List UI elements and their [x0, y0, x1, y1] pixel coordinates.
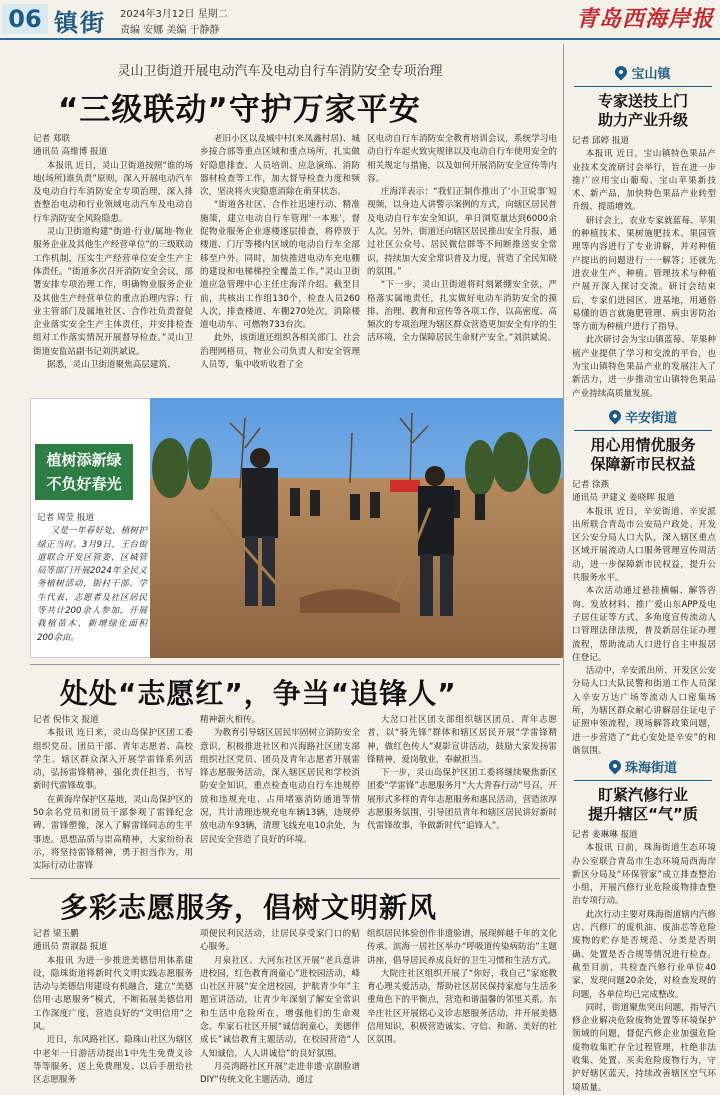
- section-tag-zhuhai: 珠海街道: [566, 754, 720, 778]
- story3-col2: 项便民利民活动，让居民享受家门口的贴心服务。 月泉社区、大河东社区开展“老兵意讲进校园，红色教育润童心”进校园活动，峰山社区开展“安全进校园，护航青少年”主题宣讲活动，让青少年深刻了解安全常识和生活中危险所在，增强他们的生命观念。牟家石社区开展“诚信润童心，美德伴成长”诚信教育主题活动，在校园营造“人人知诚信，人人讲诚信”的良好氛围。 月亮湾路社区开展“走进非遗·京剧脸谱DIY”传统文化主题活动，通过: [200, 929, 360, 1086]
- section-rule: [30, 664, 560, 665]
- tree-planting-photo: [150, 398, 563, 658]
- issue-date: 2024年3月12日 星期二: [120, 9, 228, 20]
- location-pin-icon: [606, 408, 623, 425]
- baoshan-headline: 专家送技上门 助力产业升级: [597, 92, 688, 129]
- story1-byline: 记者 郑联: [33, 134, 71, 144]
- section-tag-baoshan: 宝山镇: [566, 60, 720, 84]
- story1-col2: 老旧小区以及城中村(来凤鑫村居)、城乡接合部等重点区域和重点场所，扎实做好隐患排查、人员培训、应急演练、消防器材检查等工作，加大督导检查力度和频次，坚决将火灾隐患消除在萌芽状态。 “街道各社区、合作社迅速行动、精准施策，建立电动自行车管理‘一本账’，督促物业服务企业逐楼逐层排查，将停放于楼道、门厅等楼内区域的电动自行车全部移至户外。同时，加快推进电动车充电棚的建设和电梯梯控全覆盖工作。”灵山卫街道应急管理中心主任庄海洋介绍。截至目前，共核出工作组130个，检查人员260人次，排查楼道、车棚270处次，消除楼道电动车、可燃物733台次。 此外，该街道还组织各相关部门、社会治理网格员、物业公司负责人和安全管理人员等，集中收听收看了全: [200, 134, 360, 371]
- location-pin-icon: [606, 758, 623, 775]
- page-number: 06: [2, 4, 48, 34]
- story2-col3: 大岔口社区团支部组织辖区团员、青年志愿者，以“骑先锋”群体和辖区居民开展“学雷锋精神，做红色传人”观影宣讲活动，鼓励大家发扬雷锋精神，爱岗敬业，奉献担当。 下一步，灵山岛保护区团工委将继续聚焦新区团委“学雷锋”志愿服务月“大大青春行动”号召，开展形式多样的青年志愿服务和惠民活动，营造浓厚志愿服务氛围，引导团员青年和辖区居民讲好新时代雷锋故事，争做新时代“追锋人”。: [367, 715, 557, 832]
- xinan-body: 记者 徐燕 通讯员 尹建义 姜晓晖 报道 本报讯 近日，辛安街道、辛安派出所联合青岛市公安局户政处、开发区公安分局人口大队，深入辖区重点区域开展流动人口服务管理宣传周活动，进一步保障新市民权益，提升公共服务水平。 本次活动通过悬挂横幅、解答咨询、发放材料、推广爱山东APP及电子居住证等方式，多角度宣传流动人口管理法律法规，普及新居住证办理流程，帮助流动人口进行自主申报居住登记。 活动中，辛安派出所、开发区公安分局人口大队民警和街道工作人员深入辛安万达广场等流动人口密集场所，为辖区群众耐心讲解居住证电子证照申领流程，现场解答政策问题，进一步营造了“此心安处是辛安”的和谐氛围。: [572, 480, 716, 756]
- column-divider: [563, 44, 564, 1095]
- story2-col1: 记者 倪伟文 报道 本报讯 连日来，灵山岛保护区团工委组织党员、团员干部、青年志愿者、高校学生、辖区群众深入开展学雷锋系列活动，弘扬雷锋精神，强化责任担当，书写新时代雷锋故事。 在黄海岸保护区基地，灵山岛保护区的50余名党员和团员干部参观了雷锋纪念碑、雷锋塑像，深入了解雷锋同志的生平事迹。思想品质与崇高精神，大家纷纷表示，将坚持雷锋精神，勇于担当作为，用实际行动让雷锋: [33, 715, 193, 872]
- section-tag-xinan: 辛安街道: [566, 404, 720, 428]
- zhuhai-headline: 盯紧汽修行业 提升辖区“气”质: [588, 786, 698, 823]
- story3-headline: 多彩志愿服务，倡树文明新风: [60, 891, 438, 924]
- editors-line: 责编 安娜 美编 于静静: [120, 25, 220, 36]
- xinan-headline: 用心用情优服务 保障新市民权益: [590, 436, 696, 473]
- photo-banner: 植树添新绿 不负好春光: [35, 444, 133, 500]
- photo-illustration: [150, 398, 563, 658]
- story3-col3: 组织居民体验创作非遗脸谱，展现鲜越千年的文化传承。滨海一居社区举办“呼吸道传染病防治”主题讲座，倡导居民养成良好的卫生习惯和生活方式。 大院庄社区组织开展了“你好，我自己”家庭教育心理关爱活动，帮助社区居民保持家庭与生活多重角色下的平衡点，营造和谐温馨的邻里关系。东辛庄社区开展铭心义诊志愿服务活动，并开展美德信用知识，积极营造诚实、守信、和谐、美好的社区氛围。: [367, 929, 557, 1046]
- story1-col1: 记者 郑联 通讯员 高维博 报道 本报讯 近日，灵山卫街道按照“谁的场地(场所)谁负责”原则，深入开展电动汽车及电动自行车消防安全专项治理，深入排查整治电动和行业领域电动汽车及电动自行车消防安全风险隐患。 灵山卫街道构建“街道·行业/属地·物业服务企业及其他生产经营单位”的三级联动工作机制，压实生产经营单位安全生产主体责任。“街道多次召开消防安全会议，部署安排专项治理工作，明确物业服务企业及其他生产经营单位的重点治理内容；行业主管部门及属地社区、合作社负责督促企业落实安全生产主体责任，并安排检查组对工作落实情况开展督导检查。”灵山卫街道安监站副书记刘洪斌说。 据悉，灵山卫街道聚焦高层建筑、: [33, 134, 193, 371]
- story3-col1: 记者 梁玉鹏 通讯员 贾淑磊 报道 本报讯 为进一步推进美德信用体系建设，隐珠街道将新时代文明实践志愿服务活动与美德信用建设有机融合，建立“美德信用·志愿服务”模式，不断拓展美德信用工作深度广度，营造良好的“文明信用”之风。 近日，东风路社区、隐珠山社区为辖区中老年一日游活动提出1中先生免费义诊等等服务，送上免费理发、以后手册给社区志愿服务: [33, 929, 193, 1086]
- masthead: [0, 0, 720, 40]
- newspaper-logo: 青岛西海岸报: [575, 6, 714, 32]
- story1-headline: “三级联动”守护万家平安: [58, 92, 421, 128]
- right-column: [566, 44, 720, 1095]
- section-title: 镇街: [54, 9, 106, 37]
- story2-col2: 精神薪火相传。 为教育引导辖区居民牢固树立消防安全意识，积极推进社区和兴海路社区团支部组织社区党员、团员及青年志愿者开展雷锋志愿服务活动，深入辖区居民和学校消防安全知识，重点检查电动自行车违规停放和违规充电、占用堵塞消防通道等情况，共计清理违规充电车辆13辆，违规停放电动车93辆，清理飞线充电10余处，为居民安全营造了良好的环境。: [200, 715, 360, 845]
- story2-headline: 处处“志愿红”，争当“追锋人”: [60, 677, 457, 710]
- story1-kicker: 灵山卫街道开展电动汽车及电动自行车消防安全专项治理: [117, 64, 443, 79]
- section-rule: [30, 878, 560, 879]
- photo-caption: 记者 周莹 报道 又是一年春好处，植树护绿正当时。3月9日，王台街道联合开发区管委、区城管局等部门开展2024年全民义务植树活动，街村干部、学生代表、志愿者及社区居民等共计200余人参加，开展栽植苗木、新增绿化面积200余亩。: [37, 513, 147, 643]
- baoshan-body: 记者 邱婷 报道 本报讯 近日，宝山镇特色果品产业技术交流研讨会举行，旨在进一步推广应用宝山葡萄、宝山苹果新技术、新产品，加快特色果品产业转型升级、提质增效。 研讨会上，农业专家就蓝莓、苹果的种植技术、果树施肥技术、果园管理等内容进行了专业讲解，并对种植户提出的问题进行一一解答；还就先进农业生产、种植、管理技术与种植户展开深入探讨交流。研讨会结束后，专家们进园区、进基地，用通俗易懂的语言就施肥管理、病虫害防治等方面为种植户进行了指导。 此次研讨会为宝山镇蓝莓、苹果种植产业提供了学习和交流的平台，也为宝山镇特色果品产业的发展注入了新活力，进一步推动宝山镇特色果品产业持续高质量发展。: [572, 136, 716, 399]
- zhuhai-body: 记者 姜琳琳 报道 本报讯 日前，珠海街道生态环境办公室联合青岛市生态环境局西海岸新区分局及“环保管家”成立排查整治小组，开展汽修行业危险废物排查整治专项行动。 此次行动主要对珠海街道辖内汽修店、汽修厂的废机油、废油芯等危险废物的贮存是否规范、分类是否明确、处置是否合规等情况进行检查。截至目前，共检查汽修行业单位40家，发现问题20余处，对检查发现的问题，各单位均已完成整改。 同时，街道聚焦突出问题，指导汽修企业解决危险废物处置等环境保护领域的问题，督促汽修企业加强危险废物收集贮存全过程管理，杜绝非法收集、处置、买卖危险废物行为，守护好辖区蓝天，持续改善辖区空气环境质量。: [572, 830, 716, 1093]
- story1-col3: 区电动自行车消防安全教育培训会议，系统学习电动自行车起火致灾规律以及电动自行车使用安全的相关规定与措施，以及如何开展消防安全宣传等内容。 庄海洋表示：“我们正制作推出了‘小卫说事’短视频，以身边人讲警示案例的方式，向辖区居民普及电动自行车安全知识，单日浏览量达到6000余人次。另外，街道还向辖区居民推出安全月报，通过社区公众号、居民微信群等不间断推送安全常识，持续加大安全常识普及力度，营造了全民知晓的氛围。” “下一步，灵山卫街道将时刻紧绷安全弦，严格落实属地责任，扎实做好电动车消防安全的摸排、治理、教育和宣传等各项工作，以高密度、高频次的专项治理为辖区群众营造更加安全有序的生活环境，全力保障居民生命财产安全。”刘洪斌说。: [367, 134, 557, 344]
- location-pin-icon: [613, 64, 630, 81]
